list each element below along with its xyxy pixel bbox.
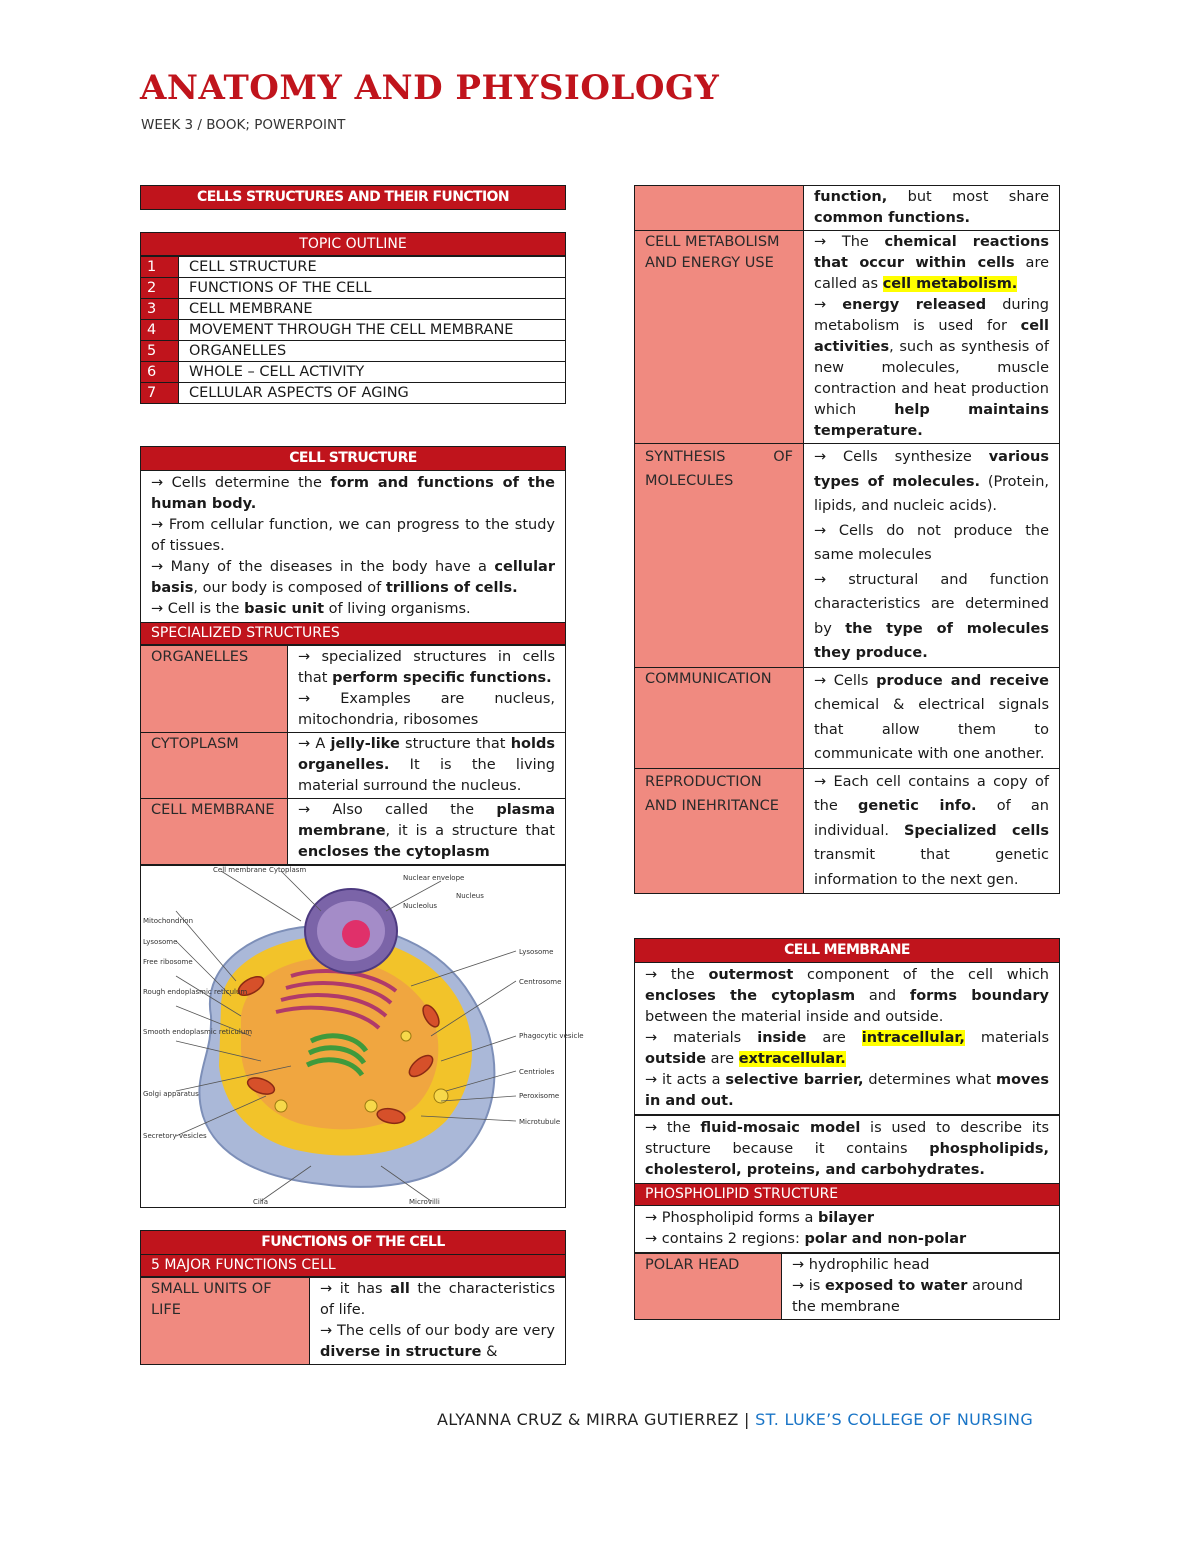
- table-row: [635, 768, 1060, 894]
- communication-label: COMMUNICATION: [635, 667, 804, 768]
- outline-number: 1: [141, 257, 179, 278]
- label-free-ribosome: Free ribosome: [143, 958, 193, 966]
- footer-authors: ALYANNA CRUZ & MIRRA GUTIERREZ |: [437, 1410, 750, 1429]
- table-row: [141, 1278, 566, 1365]
- right-column: [634, 185, 1060, 1320]
- table-row: [141, 733, 566, 799]
- label-smooth-er: Smooth endoplasmic reticulum: [143, 1028, 253, 1036]
- label-nucleus: Nucleus: [456, 892, 484, 900]
- cell-structure-notes: → Cells determine the form and functions of the human body. → From cellular function, we can progress to the study of tissues. → Many of the diseases in the body have a cellular basis, our body is composed of trillions of cells. → Cell is the basic unit of living organisms.: [140, 471, 566, 623]
- outline-number: 4: [141, 320, 179, 341]
- label-cell-membrane: Cell membrane: [213, 866, 267, 874]
- outline-number: 6: [141, 362, 179, 383]
- footer: [437, 1410, 1033, 1429]
- functions-table: [140, 1277, 566, 1365]
- outline-row: [141, 383, 566, 404]
- outline-label: ORGANELLES: [179, 341, 566, 362]
- page-title: ANATOMY AND PHYSIOLOGY: [140, 68, 720, 108]
- organelles-desc: → specialized structures in cells that perform specific functions. → Examples are nucleus, mitochondria, ribosomes: [288, 646, 566, 733]
- page-subtitle: WEEK 3 / BOOK; POWERPOINT: [141, 117, 346, 133]
- reproduction-label: REPRODUCTION AND INEHRITANCE: [635, 768, 804, 894]
- functions-header: FUNCTIONS OF THE CELL: [140, 1230, 566, 1255]
- label-peroxisome: Peroxisome: [519, 1092, 560, 1100]
- cytoplasm-label: CYTOPLASM: [141, 733, 288, 799]
- table-row: [635, 1254, 1060, 1320]
- topic-outline-table: [140, 256, 566, 404]
- section-title: CELLS STRUCTURES AND THEIR FUNCTION: [140, 185, 566, 210]
- outline-row: [141, 278, 566, 299]
- major-functions-subheader: 5 MAJOR FUNCTIONS CELL: [140, 1255, 566, 1277]
- reproduction-desc: → Each cell contains a copy of the genetic info. of an individual. Specialized cells transmit that genetic information to the next gen.: [804, 768, 1060, 894]
- phospholipid-notes: → Phospholipid forms a bilayer → contains 2 regions: polar and non-polar: [634, 1206, 1060, 1253]
- outline-label: CELLULAR ASPECTS OF AGING: [179, 383, 566, 404]
- fluid-mosaic-notes: → the fluid-mosaic model is used to describe its structure because it contains phospholipids, cholesterol, proteins, and carbohydrates.: [634, 1115, 1060, 1184]
- functions-continued-table: [634, 185, 1060, 894]
- outline-row: [141, 341, 566, 362]
- table-row: [141, 799, 566, 865]
- label-microtubule: Microtubule: [519, 1118, 561, 1126]
- label-secretory: Secretory vesicles: [143, 1132, 207, 1140]
- outline-label: WHOLE – CELL ACTIVITY: [179, 362, 566, 383]
- cell-diagram: [140, 865, 584, 1208]
- table-row: [635, 186, 1060, 231]
- specialized-structures-table: [140, 645, 566, 865]
- outline-number: 2: [141, 278, 179, 299]
- label-phagocytic: Phagocytic vesicle: [519, 1032, 584, 1040]
- outline-row: [141, 320, 566, 341]
- synthesis-desc: → Cells synthesize various types of molecules. (Protein, lipids, and nucleic acids). → Cells do not produce the same molecules → structural and function characteristics are determined by the type of molecules they produce.: [804, 444, 1060, 668]
- label-cilia: Cilia: [253, 1198, 269, 1206]
- small-units-desc: → it has all the characteristics of life. → The cells of our body are very diverse in structure &: [310, 1278, 566, 1365]
- outline-label: CELL MEMBRANE: [179, 299, 566, 320]
- small-units-desc-continued: function, but most share common functions.: [804, 186, 1060, 231]
- label-cytoplasm: Cytoplasm: [269, 866, 307, 874]
- outline-number: 5: [141, 341, 179, 362]
- cell-membrane-notes: → the outermost component of the cell which encloses the cytoplasm and forms boundary between the material inside and outside. → materials inside are intracellular, materials outside are extracellular. → it acts a selective barrier, determines what moves in and out.: [634, 963, 1060, 1115]
- label-lysosome-right: Lysosome: [519, 948, 554, 956]
- metabolism-label: CELL METABOLISM AND ENERGY USE: [635, 231, 804, 444]
- label-mitochondrion: Mitochondrion: [143, 917, 194, 925]
- label-microvilli: Microvilli: [409, 1198, 440, 1206]
- left-column: [140, 185, 584, 1365]
- cell-membrane-label: CELL MEMBRANE: [141, 799, 288, 865]
- communication-desc: → Cells produce and receive chemical & electrical signals that allow them to communicate with one another.: [804, 667, 1060, 768]
- table-row: [635, 231, 1060, 444]
- label-centrioles: Centrioles: [519, 1068, 555, 1076]
- outline-label: MOVEMENT THROUGH THE CELL MEMBRANE: [179, 320, 566, 341]
- cell-illustration: [141, 866, 584, 1206]
- label-rough-er: Rough endoplasmic reticulum: [143, 988, 248, 996]
- outline-number: 7: [141, 383, 179, 404]
- outline-label: CELL STRUCTURE: [179, 257, 566, 278]
- label-centrosome: Centrosome: [519, 978, 562, 986]
- synthesis-label: SYNTHESIS OF MOLECULES: [635, 444, 804, 668]
- small-units-label: SMALL UNITS OF LIFE: [141, 1278, 310, 1365]
- table-row: [141, 646, 566, 733]
- polar-head-desc: → hydrophilic head → is exposed to water around the membrane: [782, 1254, 1060, 1320]
- continued-blank-cell: [635, 186, 804, 231]
- topic-outline-header: TOPIC OUTLINE: [140, 232, 566, 256]
- label-lysosome-left: Lysosome: [143, 938, 178, 946]
- table-row: [635, 667, 1060, 768]
- polar-head-table: [634, 1253, 1060, 1320]
- metabolism-desc: → The chemical reactions that occur within cells are called as cell metabolism. → energy released during metabolism is used for cell activities, such as synthesis of new molecules, muscle contraction and heat production which help maintains temperature.: [804, 231, 1060, 444]
- organelles-label: ORGANELLES: [141, 646, 288, 733]
- specialized-structures-header: SPECIALIZED STRUCTURES: [140, 623, 566, 645]
- label-golgi: Golgi apparatus: [143, 1090, 199, 1098]
- outline-row: [141, 362, 566, 383]
- cell-structure-header: CELL STRUCTURE: [140, 446, 566, 471]
- cytoplasm-desc: → A jelly-like structure that holds organelles. It is the living material surround the nucleus.: [288, 733, 566, 799]
- label-nuclear-envelope: Nuclear envelope: [403, 874, 465, 882]
- outline-label: FUNCTIONS OF THE CELL: [179, 278, 566, 299]
- cell-membrane-desc: → Also called the plasma membrane, it is a structure that encloses the cytoplasm: [288, 799, 566, 865]
- table-row: [635, 444, 1060, 668]
- phospholipid-header: PHOSPHOLIPID STRUCTURE: [634, 1184, 1060, 1206]
- outline-row: [141, 299, 566, 320]
- footer-school: ST. LUKE’S COLLEGE OF NURSING: [755, 1410, 1034, 1429]
- cell-membrane-header: CELL MEMBRANE: [634, 938, 1060, 963]
- polar-head-label: POLAR HEAD: [635, 1254, 782, 1320]
- label-nucleolus: Nucleolus: [403, 902, 438, 910]
- outline-number: 3: [141, 299, 179, 320]
- outline-row: [141, 257, 566, 278]
